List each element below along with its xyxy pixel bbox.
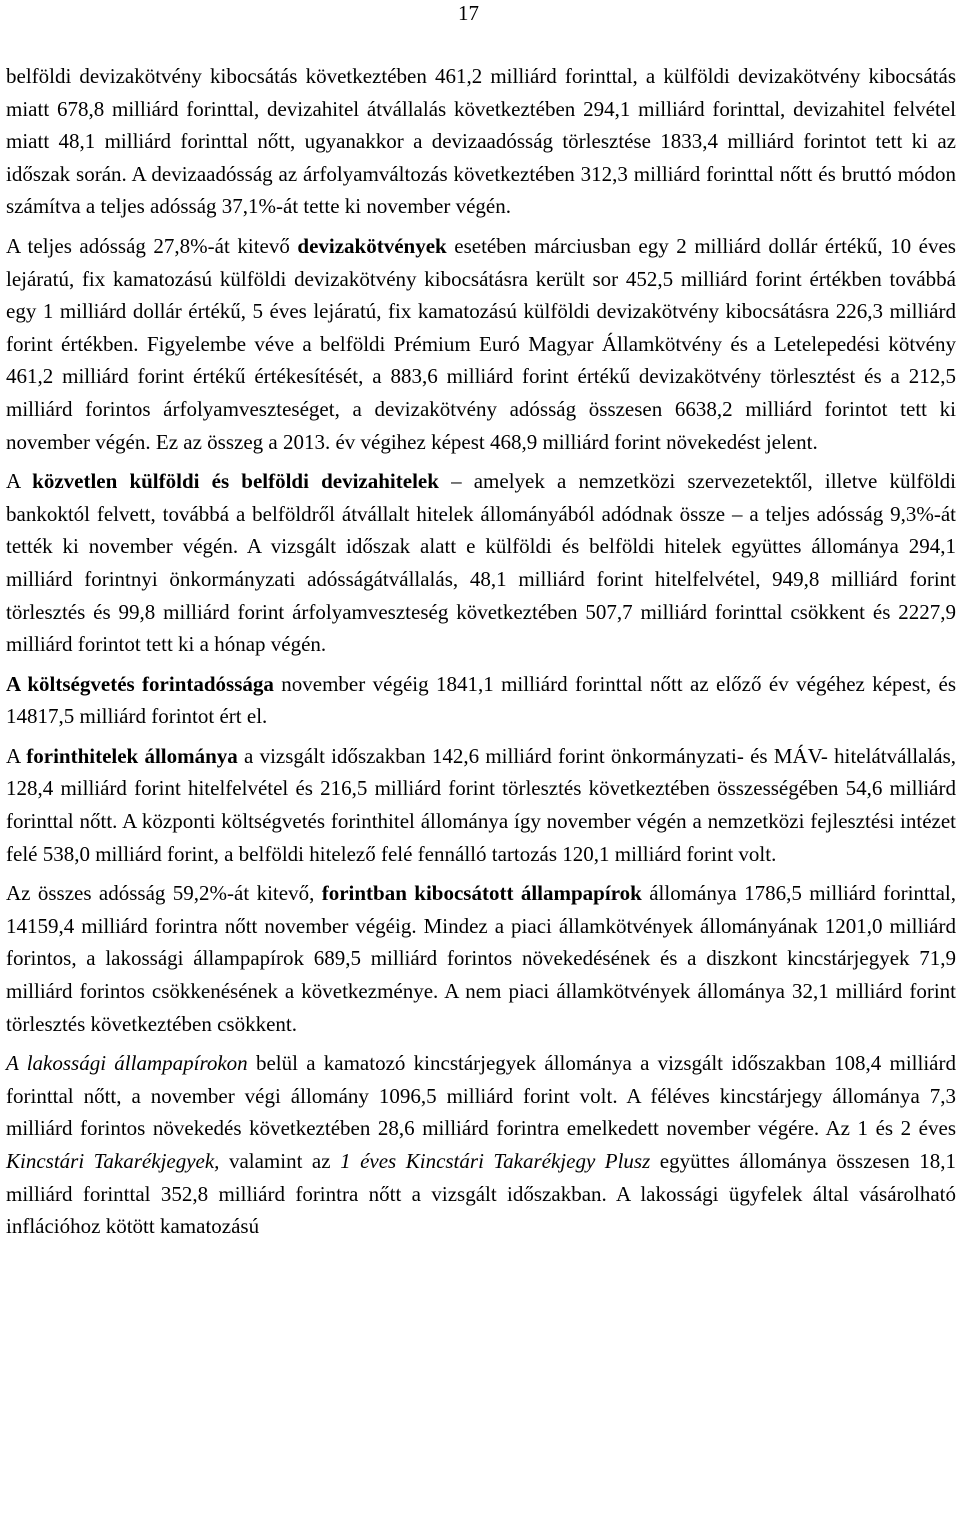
text-run: együttes állománya összesen 18,1 milliárd forinttal 352,8 milliárd forintra nőtt a vizsgált időszakban. A lakossági ügyfelek által vásárolható inflációhoz kötött kamatozású: [6, 1149, 956, 1239]
paragraph-fx-bonds: [6, 230, 956, 458]
text-run: belül a kamatozó kincstárjegyek állománya a vizsgált időszakban 108,4 milliárd forinttal nőtt, a november végi állomány 1096,5 milliárd forint volt. A féléves kincstárjegy állománya 7,3 milliárd forintos növekedés következtében 28,6 milliárd forintra emelkedett november végére. Az 1 és 2 éves: [6, 1051, 956, 1141]
text-run: a vizsgált időszakban 142,6 milliárd forint önkormányzati- és MÁV- hitelátvállalás, 128,4 milliárd forint hitelfelvétel és 216,5 milliárd forint törlesztés következtében összességében 54,6 milliárd forinttal nőtt. A központi költségvetés forinthitel állománya így november végén a nemzetközi fejlesztési intézet felé 538,0 milliárd forint, a belföldi hitelező felé fennálló tartozás 120,1 milliárd forint volt.: [6, 743, 956, 866]
text-run: A teljes adósság 27,8%-át kitevő: [6, 233, 298, 258]
bold-term: közvetlen külföldi és belföldi devizahitelek: [32, 469, 439, 494]
text-run: A: [6, 743, 27, 768]
text-run: november végéig 1841,1 milliárd forinttal nőtt az előző év végéhez képest, és 14817,5 milliárd forintot ért el.: [6, 671, 956, 729]
paragraph-fx-loans: [6, 465, 956, 661]
text-run: belföldi devizakötvény kibocsátás következtében 461,2 milliárd forinttal, a külföldi devizakötvény kibocsátás miatt 678,8 milliárd forinttal, devizahitel átvállalás következtében 294,1 milliárd forinttal, devizahitel felvétel miatt 48,1 milliárd forinttal nőtt, ugyanakkor a devizaadósság törlesztése 1833,4 milliárd forintot tett ki az időszak során. A devizaadósság az árfolyamváltozás következtében 312,3 milliárd forinttal nőtt és bruttó módon számítva a teljes adósság 37,1%-át tette ki november végén.: [6, 64, 956, 219]
paragraph-huf-debt: [6, 668, 956, 733]
paragraph-huf-securities: [6, 877, 956, 1040]
text-run: A: [6, 469, 33, 494]
bold-term: forinthitelek állománya: [26, 743, 238, 768]
bold-term: A költségvetés forintadóssága: [6, 671, 274, 696]
italic-term: 1 éves Kincstári Takarékjegy Plusz: [340, 1149, 651, 1173]
bold-term: forintban kibocsátott állampapírok: [321, 881, 642, 906]
text-run: állománya 1786,5 milliárd forinttal, 14159,4 milliárd forintra nőtt november végéig. Mindez a piaci államkötvények állományának 1201,0 milliárd forintos, a lakossági állampapírok 689,5 milliárd forintos növekedésének és a diszkont kincstárjegyek 71,9 milliárd forintos csökkenésének a következménye. A nem piaci államkötvények állománya 32,1 milliárd forint törlesztés következtében csökkent.: [6, 881, 956, 1036]
paragraph-retail-securities: [6, 1047, 956, 1243]
text-run: Az összes adósság 59,2%-át kitevő,: [6, 881, 322, 906]
text-run: valamint az: [219, 1149, 341, 1173]
paragraph-foreign-bonds-summary: [6, 60, 956, 223]
bold-term: devizakötvények: [297, 233, 447, 258]
italic-term: A lakossági állampapírokon: [6, 1051, 248, 1076]
paragraph-huf-loans: [6, 740, 956, 870]
page-number: 17: [458, 1, 479, 25]
text-run: esetében márciusban egy 2 milliárd dollár értékű, 10 éves lejáratú, fix kamatozású külföldi devizakötvény kibocsátásra került sor 452,5 milliárd forint értékben továbbá egy 1 milliárd dollár értékű, 5 éves lejáratú, fix kamatozású külföldi devizakötvény kibocsátásra 226,3 milliárd forint értékben. Figyelembe véve a belföldi Prémium Euró Magyar Államkötvény és a Letelepedési kötvény 461,2 milliárd forint értékű értékesítését, a 883,6 milliárd forint értékű devizakötvény törlesztést és a 212,5 milliárd forintos árfolyamveszteséget, a devizakötvény adósság összesen 6638,2 milliárd forintot tett ki november végén. Ez az összeg a 2013. év végihez képest 468,9 milliárd forint növekedést jelent.: [6, 233, 956, 454]
italic-term: Kincstári Takarékjegyek,: [6, 1149, 220, 1173]
text-run: – amelyek a nemzetközi szervezetektől, illetve külföldi bankoktól felvett, továbbá a belföldről átvállalt hitelek állományából adódnak össze – a teljes adósság 9,3%-át tették ki november végén. A vizsgált időszak alatt e külföldi és belföldi hitelek együttes állománya 294,1 milliárd forintnyi önkormányzati adósságátvállalás, 48,1 milliárd forint hitelfelvétel, 949,8 milliárd forint törlesztés és 99,8 milliárd forint árfolyamveszteség következtében 507,7 milliárd forinttal csökkent és 2227,9 milliárd forintot tett ki a hónap végén.: [6, 469, 957, 657]
